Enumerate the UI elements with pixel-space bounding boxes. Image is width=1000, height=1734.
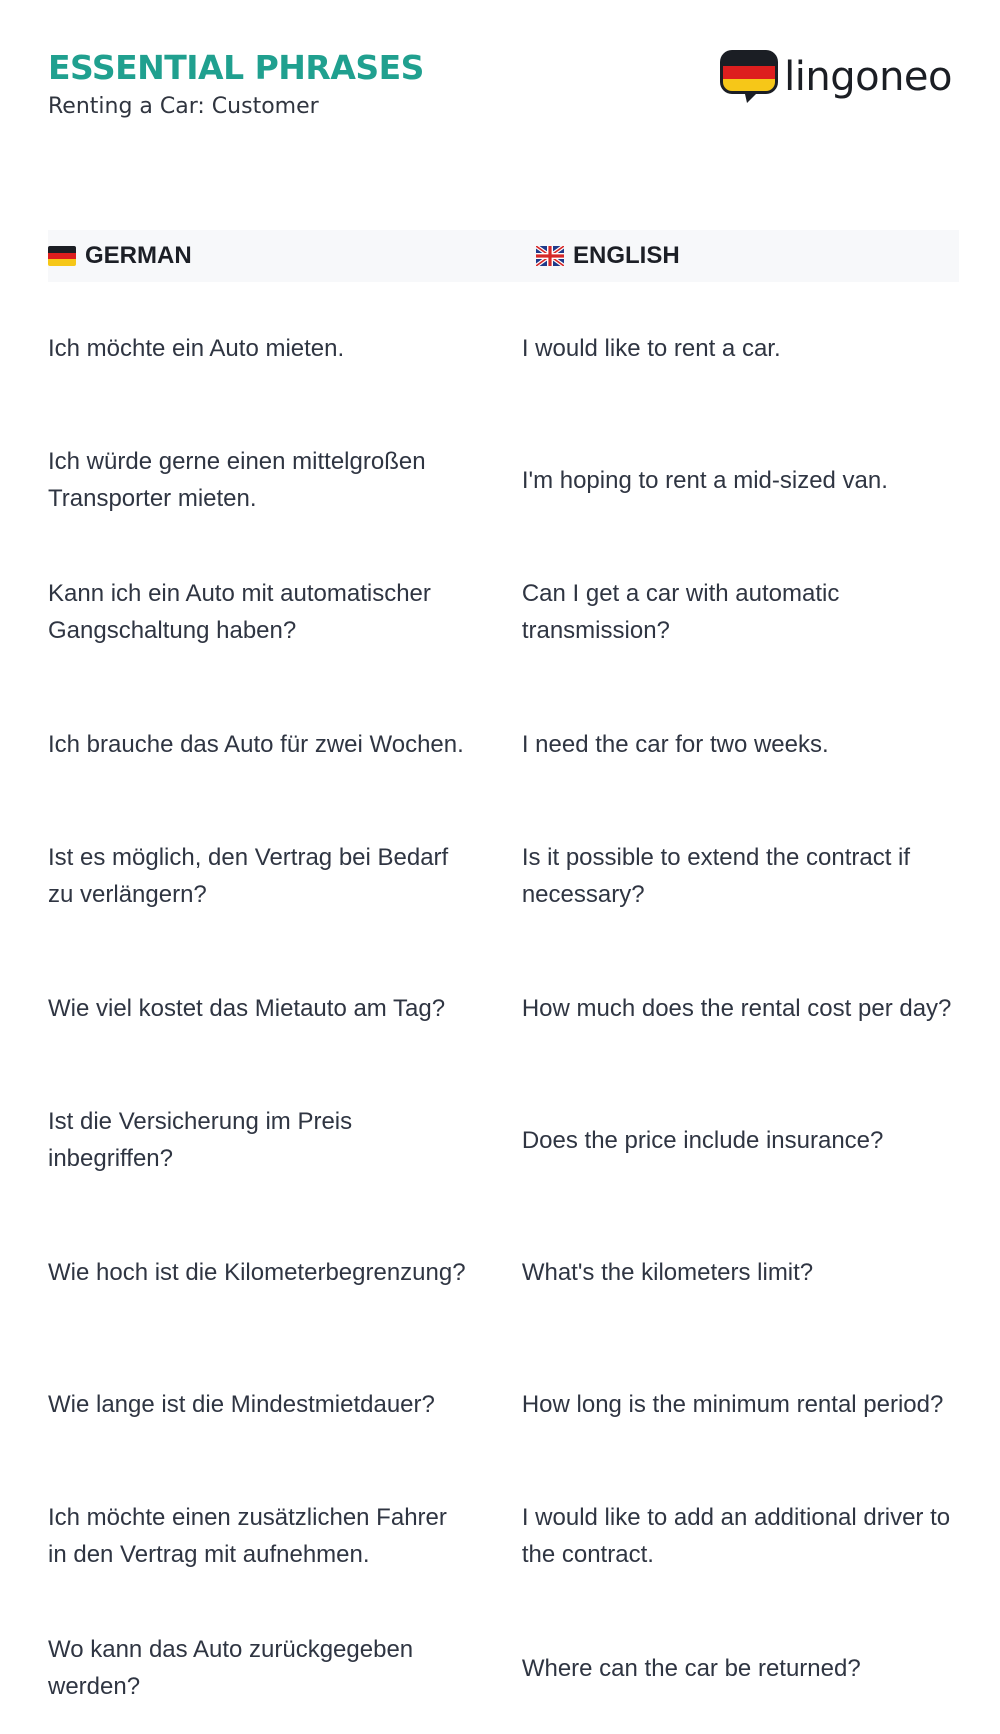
german-phrase: Wo kann das Auto zurückgegeben werden? <box>48 1636 414 1700</box>
english-column-label: ENGLISH <box>573 242 680 269</box>
speech-bubble-flag-icon <box>720 50 778 104</box>
english-phrase: How much does the rental cost per day? <box>521 994 952 1022</box>
german-phrase: Ist es möglich, den Vertrag bei Bedarf zu verlängern? <box>48 844 449 908</box>
german-phrase: Wie hoch ist die Kilometerbegrenzung? <box>48 1258 466 1286</box>
page-subtitle: Renting a Car: Customer <box>48 94 319 119</box>
english-phrase: I need the car for two weeks. <box>521 730 829 758</box>
german-phrase: Ich brauche das Auto für zwei Wochen. <box>48 730 464 758</box>
german-column-header <box>48 242 192 270</box>
german-phrase: Ist die Versicherung im Preis inbegriffen? <box>48 1108 353 1172</box>
german-column-label: GERMAN <box>85 242 192 269</box>
logo-text: lingoneo <box>784 54 952 100</box>
lingoneo-logo[interactable] <box>720 50 952 104</box>
english-phrase: Does the price include insurance? <box>521 1126 884 1154</box>
phrase-row <box>48 414 959 546</box>
german-phrase: Ich möchte einen zusätzlichen Fahrer in den Vertrag mit aufnehmen. <box>48 1504 447 1568</box>
german-phrase: Wie lange ist die Mindestmietdauer? <box>48 1390 435 1418</box>
phrase-row <box>48 1074 959 1206</box>
phrase-row <box>48 942 959 1074</box>
english-phrase: Can I get a car with automatic transmission? <box>521 580 840 644</box>
english-phrase: What's the kilometers limit? <box>521 1258 814 1286</box>
phrase-row <box>48 1206 959 1338</box>
english-phrase: I'm hoping to rent a mid-sized van. <box>521 466 888 494</box>
phrase-row <box>48 810 959 942</box>
phrase-row <box>48 1602 959 1734</box>
phrase-row <box>48 1338 959 1470</box>
german-phrase: Ich würde gerne einen mittelgroßen Transporter mieten. <box>48 448 426 512</box>
phrase-row <box>48 546 959 678</box>
phrase-row <box>48 1470 959 1602</box>
english-phrase: How long is the minimum rental period? <box>521 1390 944 1418</box>
english-phrase: Is it possible to extend the contract if necessary? <box>521 844 911 908</box>
german-phrase: Kann ich ein Auto mit automatischer Gangschaltung haben? <box>48 580 431 644</box>
phrase-table <box>48 282 959 1734</box>
page-header <box>48 46 952 126</box>
column-headers <box>48 230 959 282</box>
english-phrase: I would like to rent a car. <box>521 334 781 362</box>
uk-flag-icon <box>536 246 564 266</box>
english-phrase: I would like to add an additional driver to the contract. <box>521 1504 951 1568</box>
german-flag-icon <box>48 246 76 266</box>
phrase-row <box>48 678 959 810</box>
german-phrase: Ich möchte ein Auto mieten. <box>48 334 345 362</box>
page-title: ESSENTIAL PHRASES <box>48 48 424 87</box>
german-phrase: Wie viel kostet das Mietauto am Tag? <box>48 994 446 1022</box>
english-phrase: Where can the car be returned? <box>521 1654 861 1682</box>
phrase-row <box>48 282 959 414</box>
english-column-header <box>536 242 680 270</box>
